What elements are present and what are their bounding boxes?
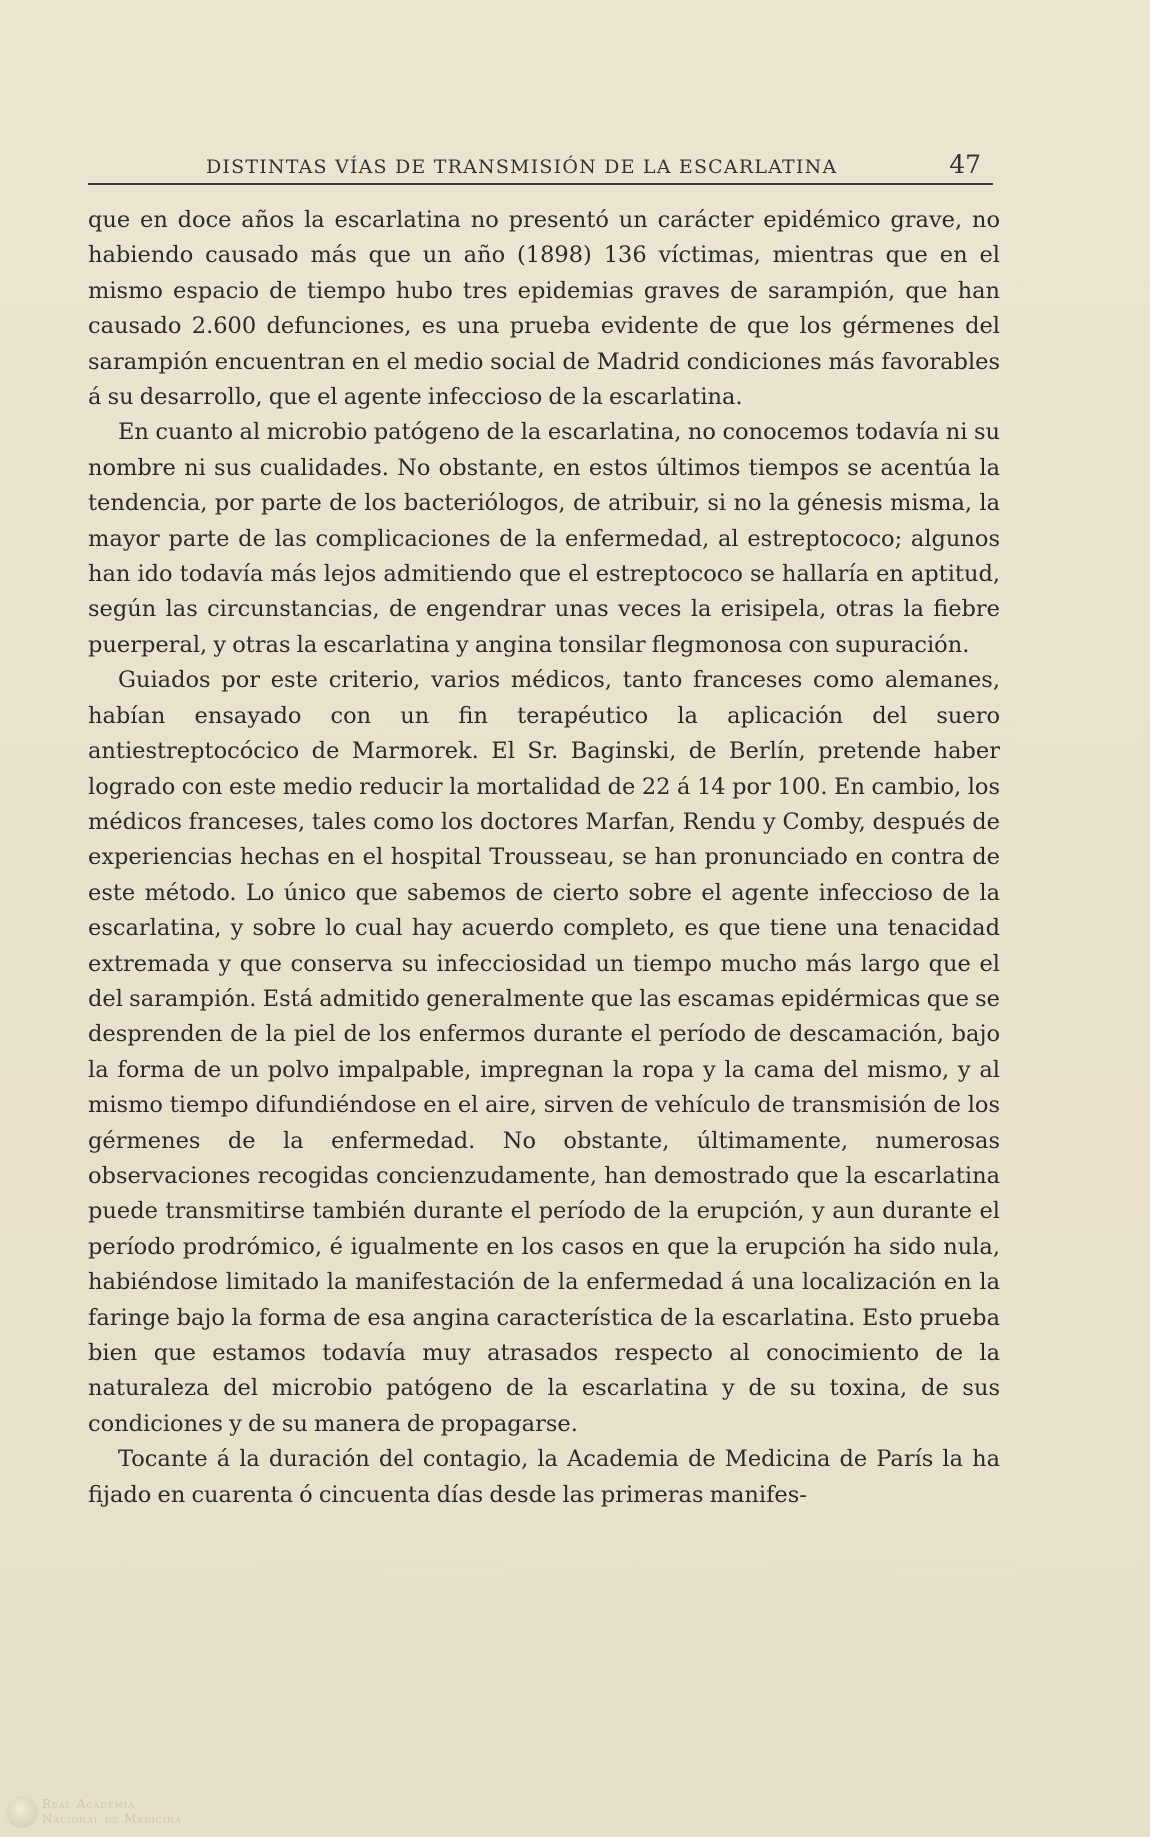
stamp-line-2: Nacional de Medicina: [42, 1812, 182, 1826]
academy-seal-icon: [6, 1796, 38, 1828]
paragraph-3: Guiados por este criterio, varios médicos, tanto franceses como alemanes, habían ensayado con un fin terapéutico la aplicación del suero antiestreptocócico de Marmorek. El Sr. Baginski, de Berlín, pretende haber logrado con este medio reducir la mortalidad de 22 á 14 por 100. En cambio, los médicos franceses, tales como los doctores Marfan, Rendu y Comby, después de experiencias hechas en el hospital Trousseau, se han pronunciado en contra de este método. Lo único que sabemos de cierto sobre el agente infeccioso de la escarlatina, y sobre lo cual hay acuerdo completo, es que tiene una tenacidad extremada y que conserva su infecciosidad un tiempo mucho más largo que el del sarampión. Está admitido generalmente que las escamas epidérmicas que se desprenden de la piel de los enfermos durante el período de descamación, bajo la forma de un polvo impalpable, impregnan la ropa y la cama del mismo, y al mismo tiempo difundiéndose en el aire, sirven de vehículo de transmisión de los gérmenes de la enfermedad. No obstante, últimamente, numerosas observaciones recogidas concienzudamente, han demostrado que la escarlatina puede transmitirse también durante el período de la erupción, y aun durante el período prodrómico, é igualmente en los casos en que la erupción ha sido nula, habiéndose limitado la manifestación de la enfermedad á una localización en la faringe bajo la forma de esa angina característica de la escarlatina. Esto prueba bien que estamos todavía muy atrasados respecto al conocimiento de la naturaleza del microbio patógeno de la escarlatina y de su toxina, de sus condiciones y de su manera de propagarse.: [88, 667, 1000, 1437]
running-title: DISTINTAS VÍAS DE TRANSMISIÓN DE LA ESCARLATINA: [206, 156, 838, 178]
stamp-line-1: Real Academia: [42, 1797, 135, 1811]
body-text: [88, 203, 1000, 1513]
paragraph-4: Tocante á la duración del contagio, la Academia de Medicina de París la ha fijado en cuarenta ó cincuenta días desde las primeras manifes-: [88, 1446, 1000, 1508]
library-stamp: [2, 1790, 222, 1834]
header-rule: [88, 183, 993, 185]
paragraph-1: que en doce años la escarlatina no presentó un carácter epidémico grave, no habiendo causado más que un año (1898) 136 víctimas, mientras que en el mismo espacio de tiempo hubo tres epidemias graves de sarampión, que han causado 2.600 defunciones, es una prueba evidente de que los gérmenes del sarampión encuentran en el medio social de Madrid condiciones más favorables á su desarrollo, que el agente infeccioso de la escarlatina.: [88, 207, 1000, 411]
page-header: [88, 148, 993, 188]
paragraph-2: En cuanto al microbio patógeno de la escarlatina, no conocemos todavía ni su nombre ni sus cualidades. No obstante, en estos últimos tiempos se acentúa la tendencia, por parte de los bacteriólogos, de atribuir, si no la génesis misma, la mayor parte de las complicaciones de la enfermedad, al estreptococo; algunos han ido todavía más lejos admitiendo que el estreptococo se hallaría en aptitud, según las circunstancias, de engendrar unas veces la erisipela, otras la fiebre puerperal, y otras la escarlatina y angina tonsilar flegmonosa con supuración.: [88, 419, 1000, 658]
page-number: 47: [949, 150, 981, 179]
